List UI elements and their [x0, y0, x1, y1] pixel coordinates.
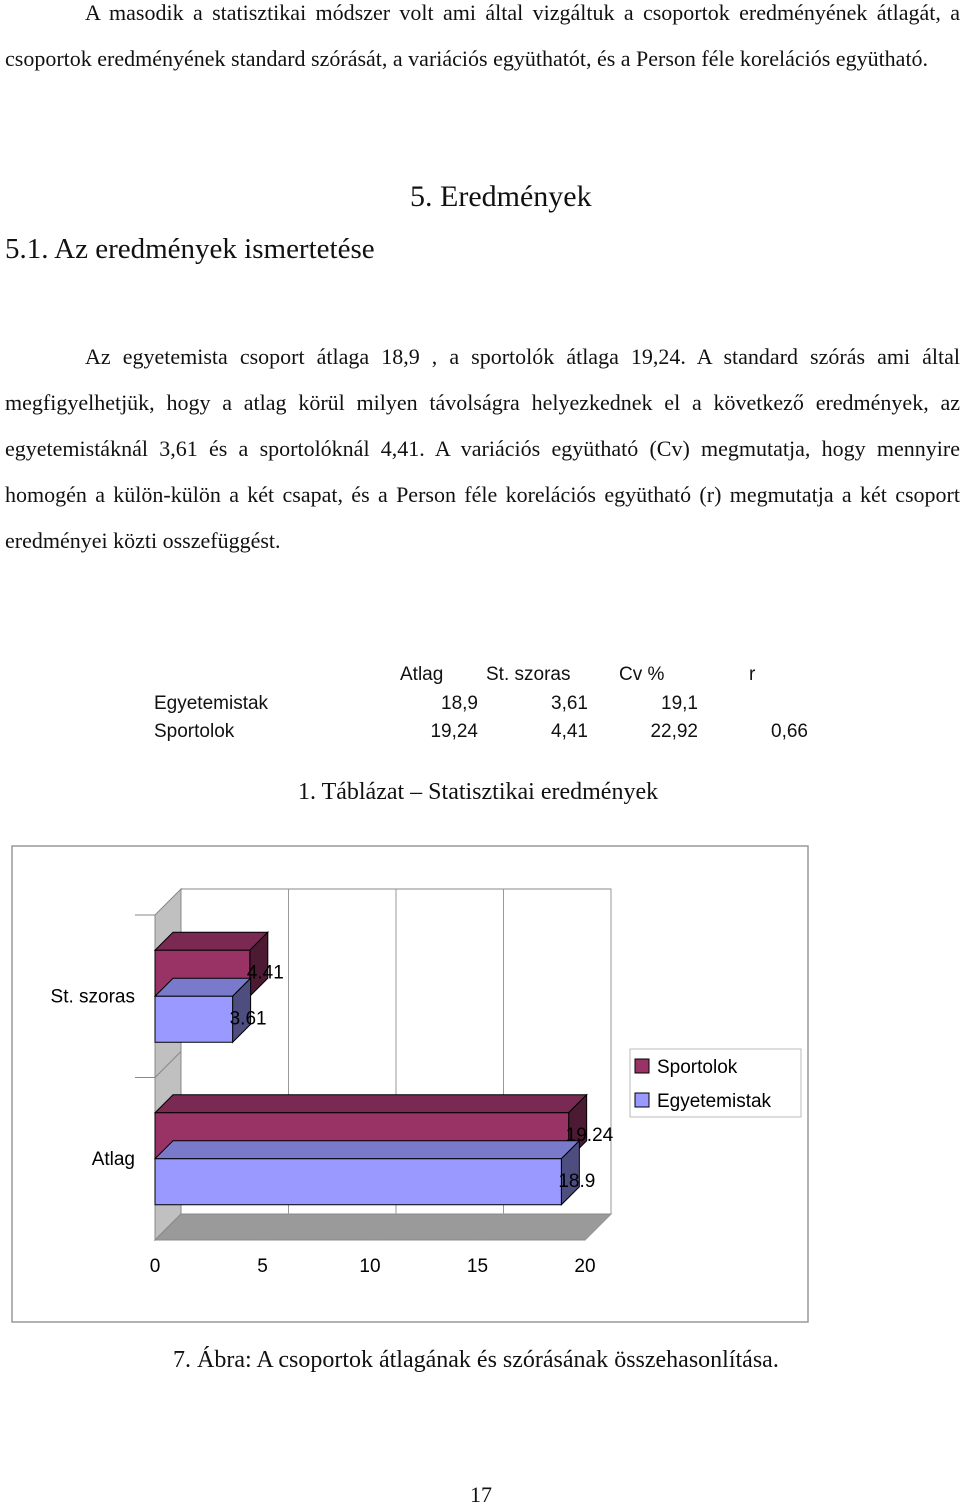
row-label-sportolok: Sportolok	[154, 721, 235, 742]
x-tick-label: 5	[257, 1256, 268, 1277]
legend-swatch-sportolok	[635, 1059, 649, 1073]
table-caption: 1. Táblázat – Statisztikai eredmények	[298, 779, 659, 805]
bar-top	[155, 1095, 587, 1113]
bar	[155, 1159, 561, 1205]
figure-caption: 7. Ábra: A csoportok átlagának és szórásának összehasonlítása.	[173, 1347, 779, 1373]
x-tick-label: 0	[149, 1256, 161, 1277]
legend-label-egyetemistak: Egyetemistak	[657, 1091, 772, 1112]
header-cv: Cv %	[619, 664, 665, 685]
bar-top	[155, 932, 268, 950]
row-label-egyetemistak: Egyetemistak	[154, 693, 269, 714]
header-r: r	[749, 664, 756, 685]
cell-atlag: 19,24	[430, 721, 478, 742]
bar	[155, 996, 233, 1042]
results-paragraph: Az egyetemista csoport átlaga 18,9 , a sportolók átlaga 19,24. A standard szórás ami által megfigyelhetjük, hogy a atlag körül milyen távolságra helyezkednek el a következő eredmények, az egyetemistáknál 3,61 és a sportolóknál 4,41. A variációs együtható (Cv) megmutatja, hogy mennyire homogén a külön-külön a két csapat, és a Person féle korelációs együtható (r) megmutatja a két csoport eredményei közti osszefüggést.	[5, 344, 960, 553]
cell-szoras: 3,61	[551, 693, 588, 714]
legend	[630, 1049, 801, 1117]
legend-label-sportolok: Sportolok	[657, 1057, 738, 1078]
data-label: 18.9	[558, 1170, 596, 1192]
header-atlag: Atlag	[400, 664, 444, 685]
section-heading: 5.1. Az eredmények ismertetése	[5, 233, 375, 265]
header-st-szoras: St. szoras	[486, 664, 571, 685]
intro-paragraph: A masodik a statisztikai módszer volt ami által vizgáltuk a csoportok eredményének átlagát, a csoportok eredményének standard szórását, a variációs együthatót, és a Person féle korelációs együtható.	[5, 0, 960, 71]
cell-cv: 22,92	[650, 721, 698, 742]
data-label: 19.24	[565, 1124, 614, 1146]
cell-r: 0,66	[771, 721, 808, 742]
legend-swatch-egyetemistak	[635, 1093, 649, 1107]
bar-top	[155, 1141, 579, 1159]
data-label: 4.41	[246, 962, 284, 984]
x-tick-label: 10	[359, 1256, 381, 1277]
cell-szoras: 4,41	[551, 721, 588, 742]
cell-atlag: 18,9	[441, 693, 478, 714]
data-label: 3.61	[229, 1008, 267, 1030]
chapter-heading: 5. Eredmények	[410, 180, 592, 213]
category-label: St. szoras	[50, 986, 135, 1008]
category-label: Atlag	[91, 1148, 135, 1170]
x-tick-label: 15	[466, 1256, 489, 1277]
page-number: 17	[470, 1482, 492, 1507]
cell-cv: 19,1	[661, 693, 698, 714]
x-tick-label: 20	[574, 1256, 596, 1277]
